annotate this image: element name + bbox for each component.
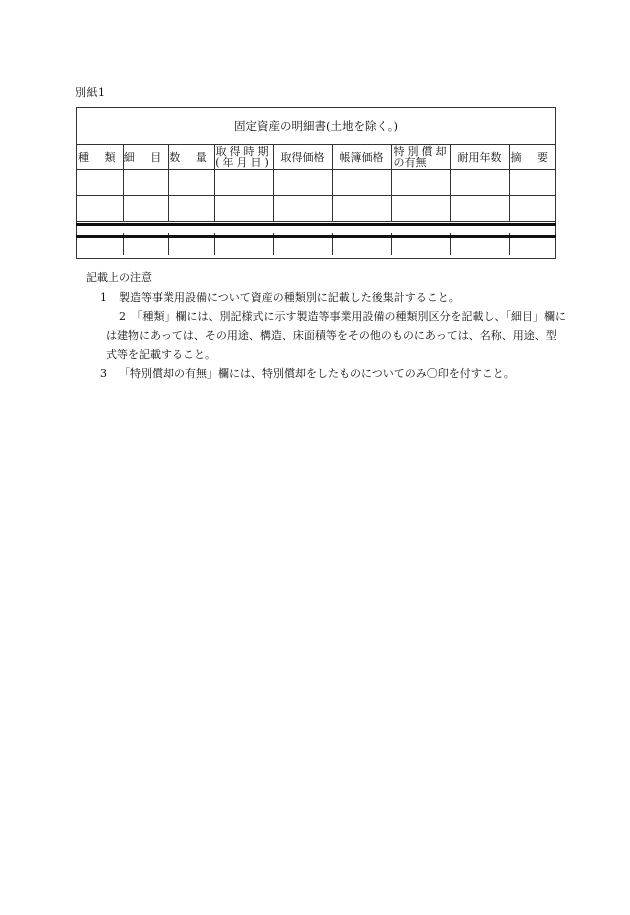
double-break-line: [76, 223, 556, 238]
note-text: 「種類」欄には、別記様式に示す製造等事業用設備の種類別区分を記載し、「細目」欄には建物にあっては、その用途、構造、床面積等をその他のものにあっては、名称、用途、型式等を記載すること。: [106, 310, 566, 361]
column-header-remarks: 摘 要: [509, 145, 555, 170]
column-header-special-depreciation: 特別償却 の有無: [391, 145, 450, 170]
column-header-quantity: 数 量: [168, 145, 214, 170]
page-label: 別紙1: [75, 86, 106, 99]
note-text: 「特別償却の有無」欄には、特別償却をしたものについてのみ〇印を付すこと。: [119, 367, 515, 380]
table-break-lines: [77, 222, 555, 234]
column-header-acquisition-price: 取得価格: [273, 145, 332, 170]
note-item: [86, 364, 566, 383]
table-row: [77, 196, 555, 222]
column-header-type: 種 類: [77, 145, 123, 170]
notes-heading: 記載上の注意: [86, 271, 152, 284]
note-item: [86, 307, 566, 364]
notes-section: [86, 268, 566, 383]
form-title: 固定資産の明細書(土地を除く。): [77, 108, 555, 145]
column-header-useful-life: 耐用年数: [450, 145, 509, 170]
note-number: 3: [100, 367, 107, 380]
note-number: 2: [119, 310, 126, 323]
column-header-detail: 細 目: [123, 145, 168, 170]
asset-detail-table: [77, 145, 555, 255]
table-row: [77, 170, 555, 196]
note-item: [86, 288, 566, 307]
fixed-asset-detail-form: [76, 107, 556, 259]
column-header-acquisition-date: 取得時期 (年月日): [215, 145, 272, 169]
table-header-row: [77, 145, 555, 170]
column-header-book-value: 帳簿価格: [332, 145, 391, 170]
note-number: 1: [100, 291, 107, 304]
note-text: 製造等事業用設備について資産の種類別に記載した後集計すること。: [119, 291, 460, 304]
